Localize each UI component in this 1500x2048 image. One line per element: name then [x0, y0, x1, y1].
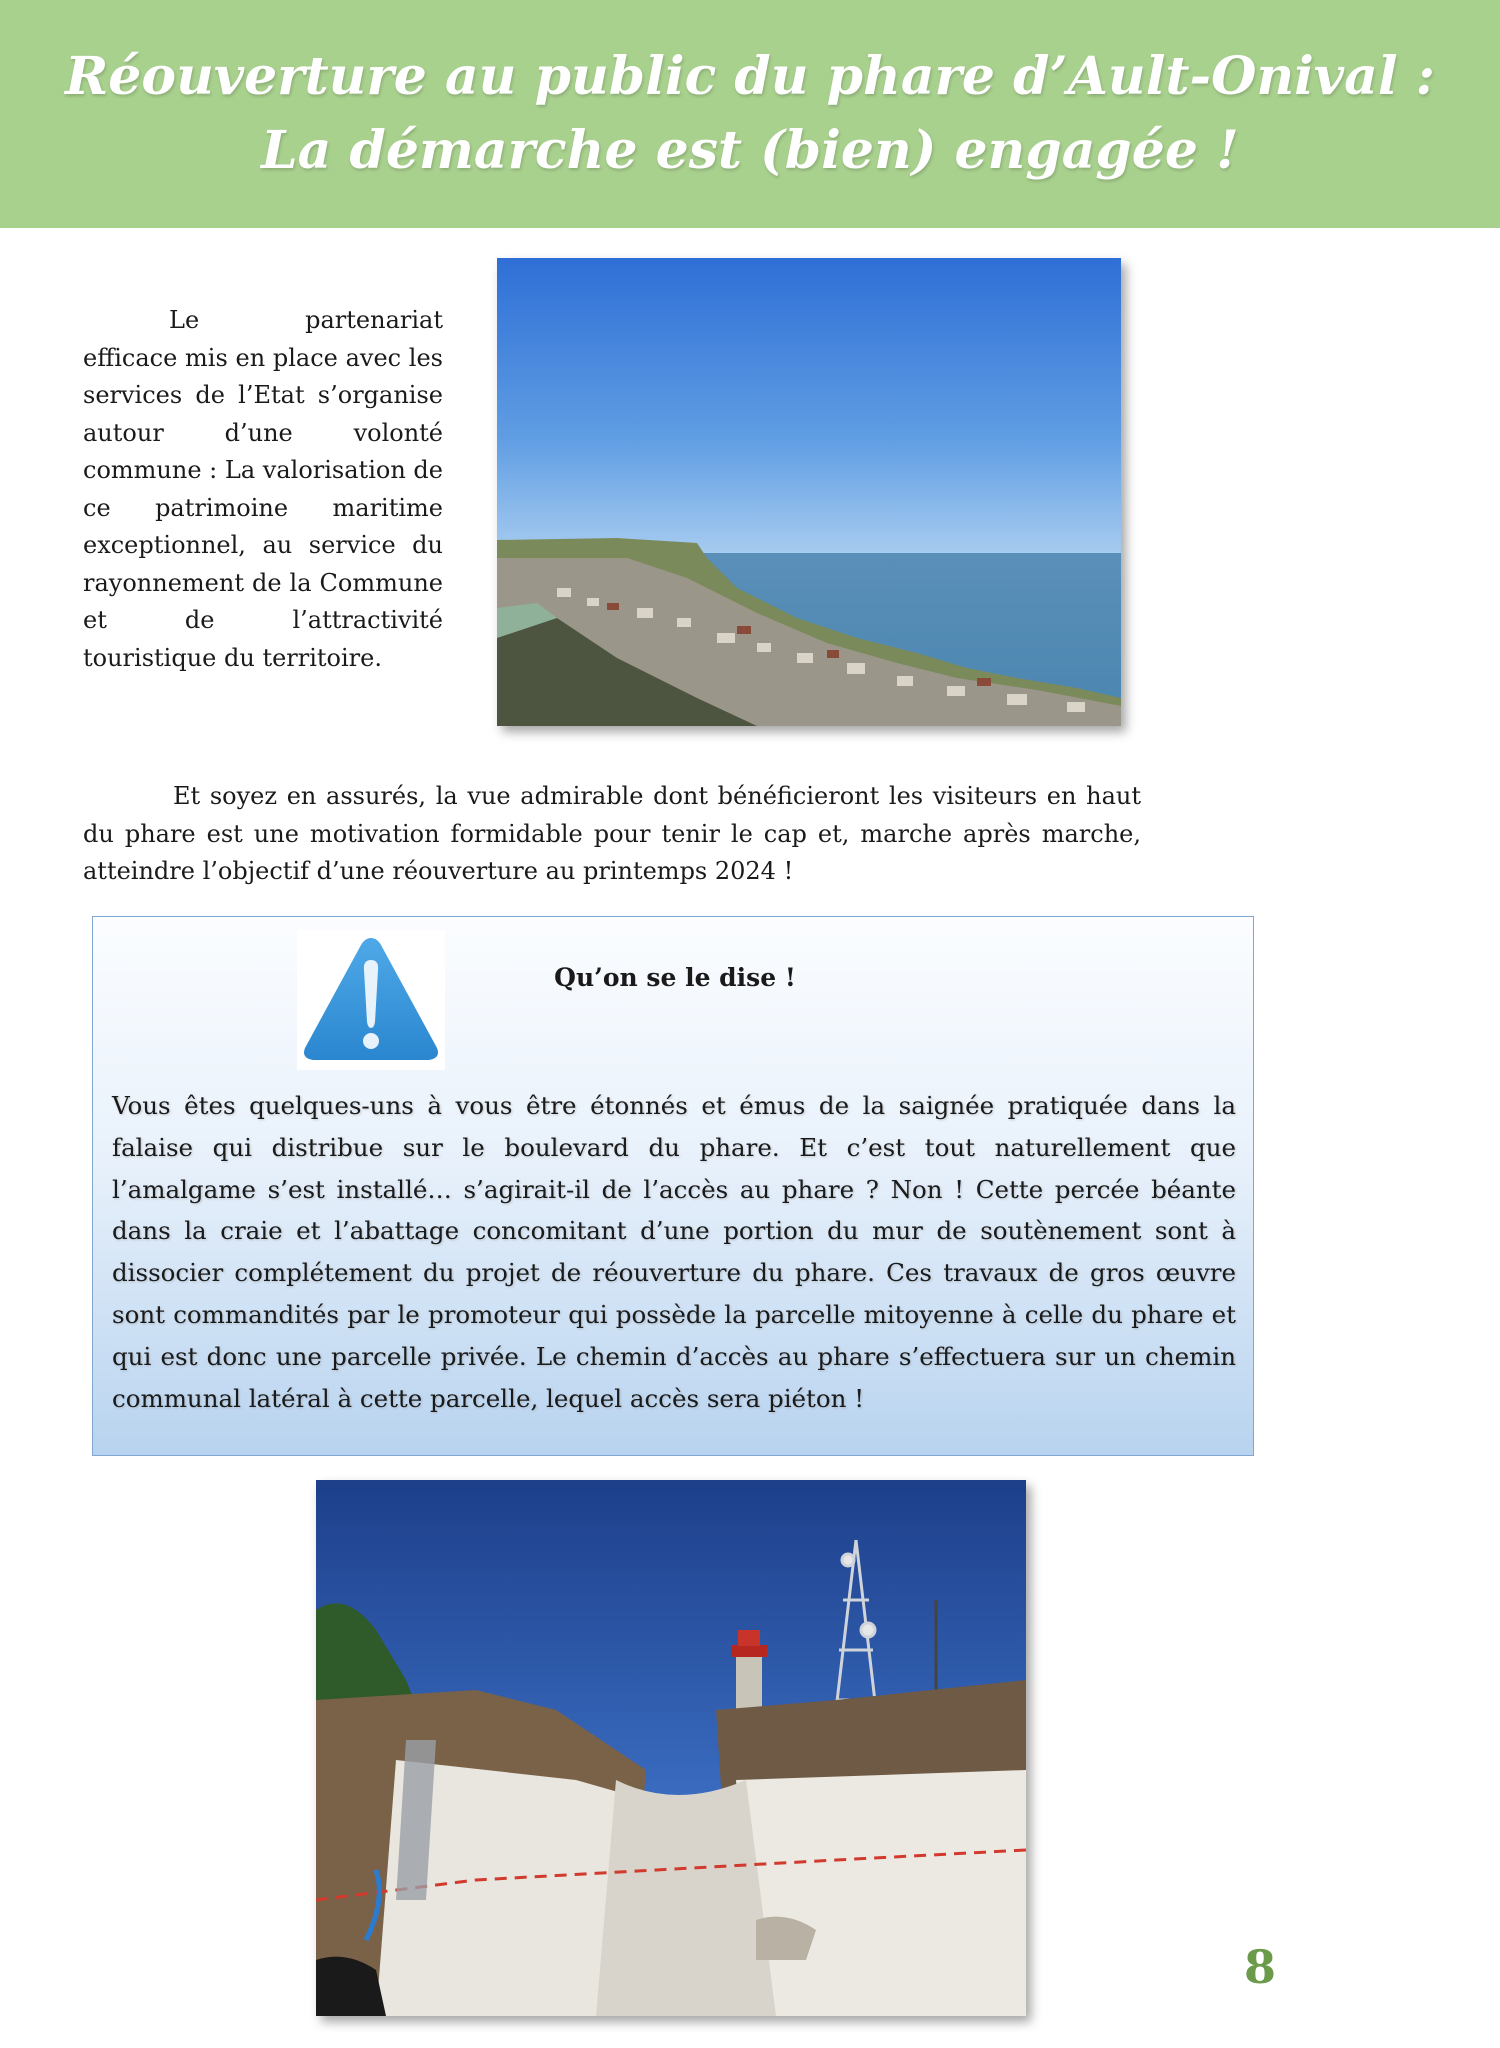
notice-title: Qu’on se le dise !: [554, 963, 796, 992]
warning-icon: [297, 930, 445, 1070]
cliff-cut-illustration: [316, 1480, 1026, 2016]
coastal-view-photo: [497, 258, 1121, 726]
notice-body: Vous êtes quelques-uns à vous être étonnés et émus de la saignée pratiquée dans la falaise qui distribue sur le boulevard du phare. Et c’est tout naturellement que l’amalgame s’est installé… s’agirait-il de l’accès au phare ? Non ! Cette percée béante dans la craie et l’abattage concomitant d’une portion du mur de soutènement sont à dissocier complétement du projet de réouverture du phare. Ces travaux de gros œuvre sont commandités par le promoteur qui possède la parcelle mitoyenne à celle du phare et qui est donc une parcelle privée. Le chemin d’accès au phare s’effectuera sur un chemin communal latéral à cette parcelle, lequel accès sera piéton !: [112, 1091, 1236, 1413]
page-title-line-1: Réouverture au public du phare d’Ault-Onival :: [65, 46, 1435, 107]
visitor-view-paragraph: [83, 778, 1141, 891]
page-number: 8: [1243, 1940, 1276, 1994]
visitor-view-text: Et soyez en assurés, la vue admirable dont bénéficieront les visiteurs en haut du phare est une motivation formidable pour tenir le cap et, marche après marche, atteindre l’objectif d’une réouverture au printemps 2024 !: [83, 782, 1141, 885]
intro-paragraph: [83, 302, 443, 677]
page-title-line-2: La démarche est (bien) engagée !: [261, 120, 1239, 181]
coastal-view-illustration: [497, 258, 1121, 726]
cliff-cut-photo: [316, 1480, 1026, 2016]
intro-text: Le partenariat efficace mis en place avec les services de l’Etat s’organise autour d’une volonté commune : La valorisation de ce patrimoine maritime exceptionnel, au service du rayonnement de la Commune et de l’attractivité touristique du territoire.: [83, 306, 443, 672]
title-banner: [0, 0, 1500, 228]
